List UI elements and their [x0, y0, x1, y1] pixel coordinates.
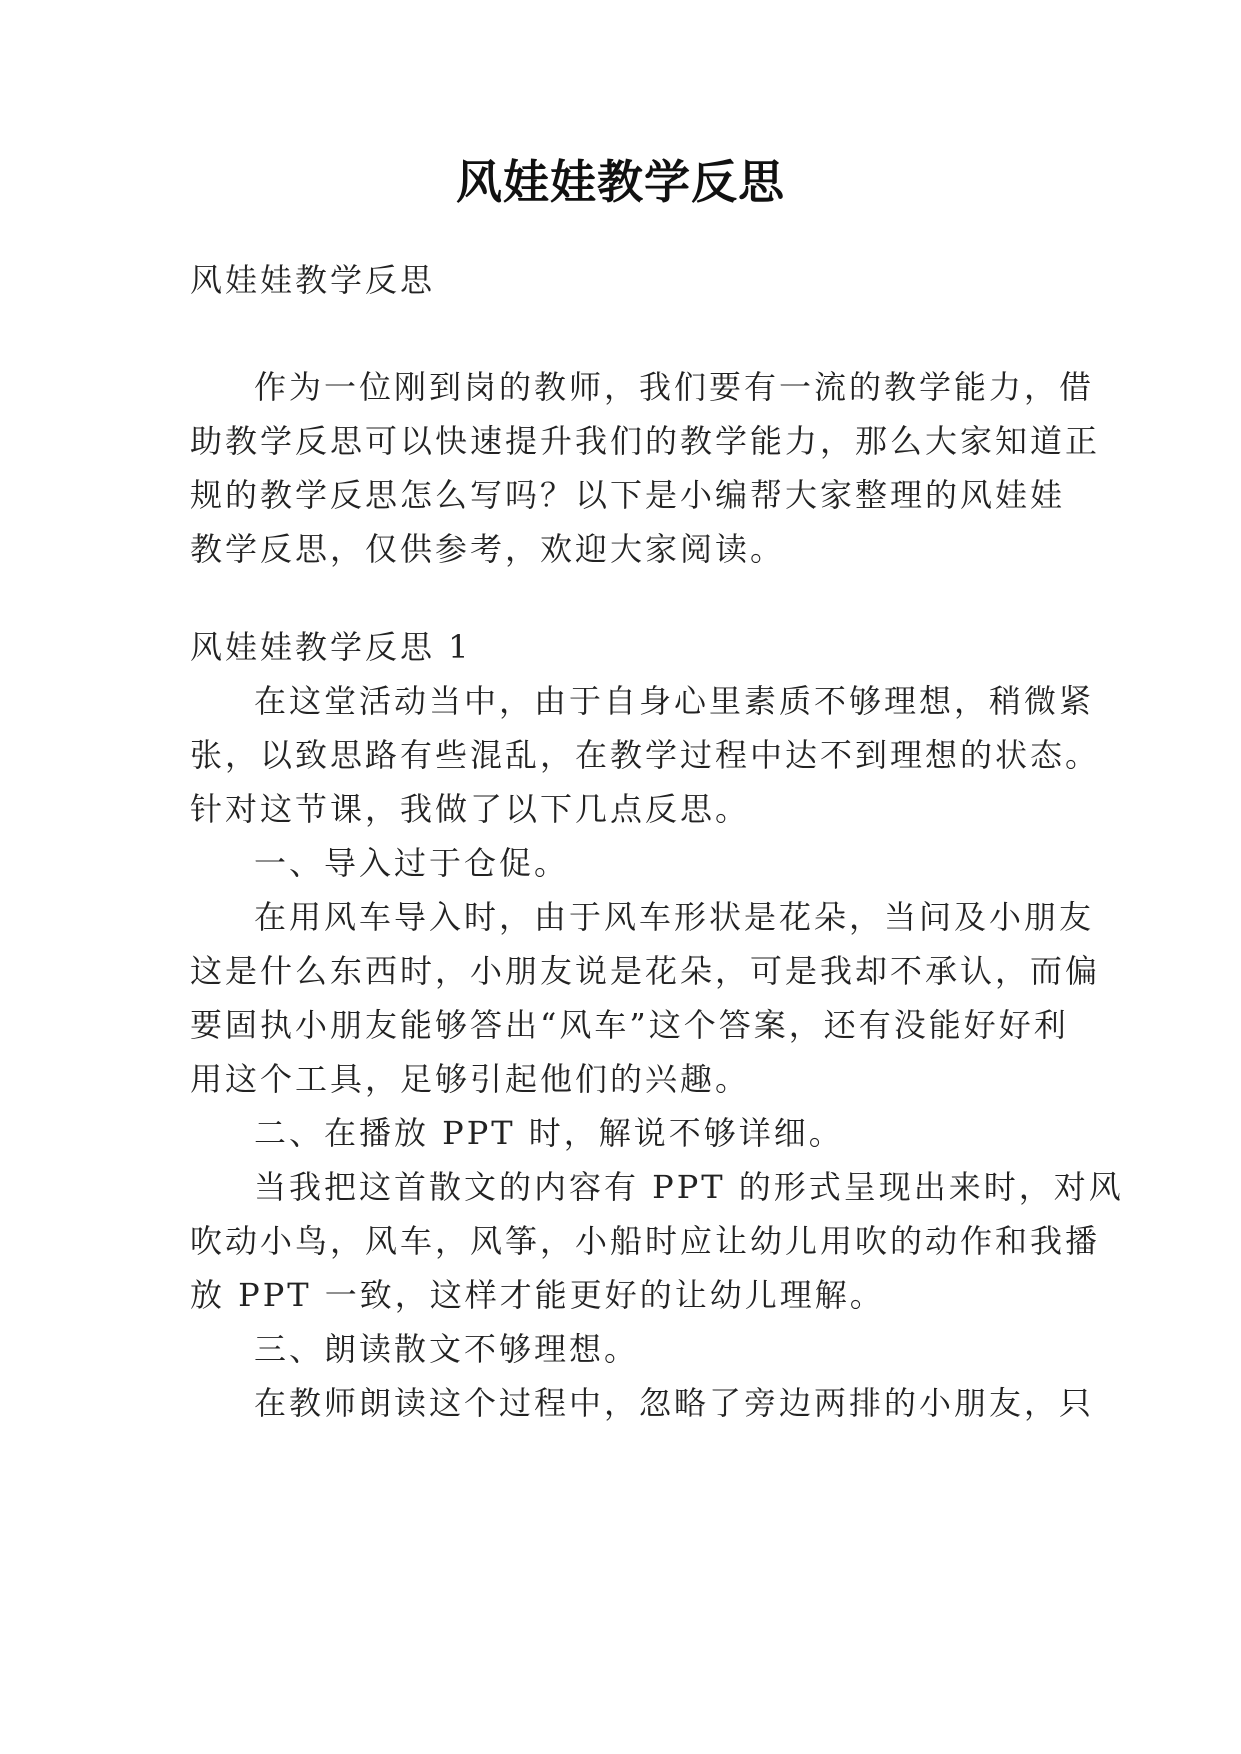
section-line: 这是什么东西时，小朋友说是花朵，可是我却不承认，而偏: [190, 952, 1101, 990]
intro-line: 教学反思，仅供参考，欢迎大家阅读。: [190, 530, 786, 568]
section-line: 吹动小鸟，风车，风筝，小船时应让幼儿用吹的动作和我播: [190, 1222, 1101, 1260]
subtitle: 风娃娃教学反思: [190, 261, 436, 299]
section-line: 二、在播放 PPT 时，解说不够详细。: [254, 1114, 844, 1152]
section-line: 在用风车导入时，由于风车形状是花朵，当问及小朋友: [254, 898, 1095, 936]
section-line: 针对这节课，我做了以下几点反思。: [190, 790, 751, 828]
section-line: 放 PPT 一致，这样才能更好的让幼儿理解。: [190, 1276, 885, 1314]
intro-line: 作为一位刚到岗的教师，我们要有一流的教学能力，借: [254, 368, 1095, 406]
document-title: 风娃娃教学反思: [456, 155, 785, 209]
section-line: 用这个工具，足够引起他们的兴趣。: [190, 1060, 751, 1098]
section-line: 在教师朗读这个过程中，忽略了旁边两排的小朋友，只: [254, 1384, 1095, 1422]
section-heading: 风娃娃教学反思 1: [190, 628, 472, 666]
section-line: 当我把这首散文的内容有 PPT 的形式呈现出来时，对风: [254, 1168, 1124, 1206]
section-line: 张，以致思路有些混乱，在教学过程中达不到理想的状态。: [190, 736, 1101, 774]
section-line: 一、导入过于仓促。: [254, 844, 570, 882]
section-line: 要固执小朋友能够答出“风车”这个答案，还有没能好好利: [190, 1006, 1069, 1044]
section-line: 在这堂活动当中，由于自身心里素质不够理想，稍微紧: [254, 682, 1095, 720]
section-line: 三、朗读散文不够理想。: [254, 1330, 640, 1368]
intro-line: 助教学反思可以快速提升我们的教学能力，那么大家知道正: [190, 422, 1101, 460]
intro-line: 规的教学反思怎么写吗？以下是小编帮大家整理的风娃娃: [190, 476, 1066, 514]
